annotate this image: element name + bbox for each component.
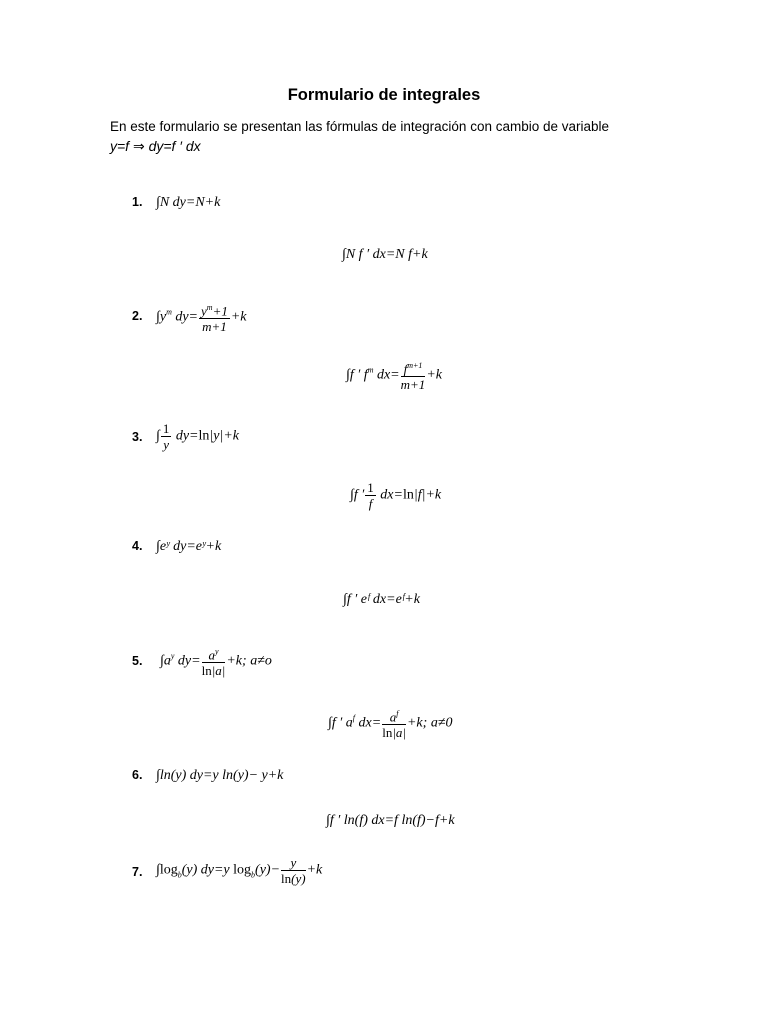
- formula-basic: ∫ $\frac{1}{y}$ dy=ln|y|+k: [156, 421, 239, 452]
- formula-number: 4.: [132, 539, 143, 553]
- formula-number: 1.: [132, 195, 143, 209]
- formula-with-f: ∫f ′ $a^f$ dx= $\frac{a^f}{\ln|a|}$ +k; a≠0: [328, 706, 453, 740]
- formula-with-f: ∫f ′ ln(f) dx=f ln(f)−f+k: [326, 813, 455, 828]
- page-title: Formulario de integrales: [287, 86, 481, 104]
- formula-with-f: ∫f ′ $\frac{1}{f}$ dx=ln|f|+k: [350, 480, 442, 511]
- formula-with-f: ∫f ′ eᶠ dx=eᶠ+k: [343, 592, 420, 607]
- condition: ; a≠o: [242, 653, 272, 669]
- condition: ; a≠0: [422, 715, 453, 731]
- formula-basic: ∫ln(y) dy=y ln(y)− y+k: [156, 768, 284, 783]
- intro-text: En este formulario se presentan las fórmulas de integración con cambio de variable: [110, 119, 610, 134]
- formula-with-f: ∫N f ′ dx=N f+k: [342, 247, 428, 262]
- formula-basic: $\int\log_b(y)$ dy=y $\log_b(y)-$ $\frac{y}{\ln(y)}$ +k: [156, 855, 323, 886]
- formula-basic: $\int y^m$ dy= $\frac{y^m+1}{m+1}$ +k: [156, 300, 247, 334]
- formula-number: 6.: [132, 768, 143, 782]
- formula-number: 3.: [132, 430, 143, 444]
- intro-paragraph: [110, 119, 609, 155]
- formula-basic: $\int a^y$ dy= $\frac{a^y}{\ln|a|}$ +k; a≠o: [160, 644, 272, 678]
- formula-with-f: ∫f ′ $f^m$ dx= $\frac{f^{m+1}}{m+1}$ +k: [346, 358, 442, 392]
- substitution-formula: y=f ⇒ dy=f ′ dx: [110, 138, 201, 154]
- formula-basic: ∫eʸ dy=eʸ+k: [156, 539, 222, 554]
- formula-number: 7.: [132, 865, 143, 879]
- formula-number: 2.: [132, 309, 143, 323]
- formula-number: 5.: [132, 654, 143, 668]
- formula-basic: ∫N dy=N+k: [156, 195, 221, 210]
